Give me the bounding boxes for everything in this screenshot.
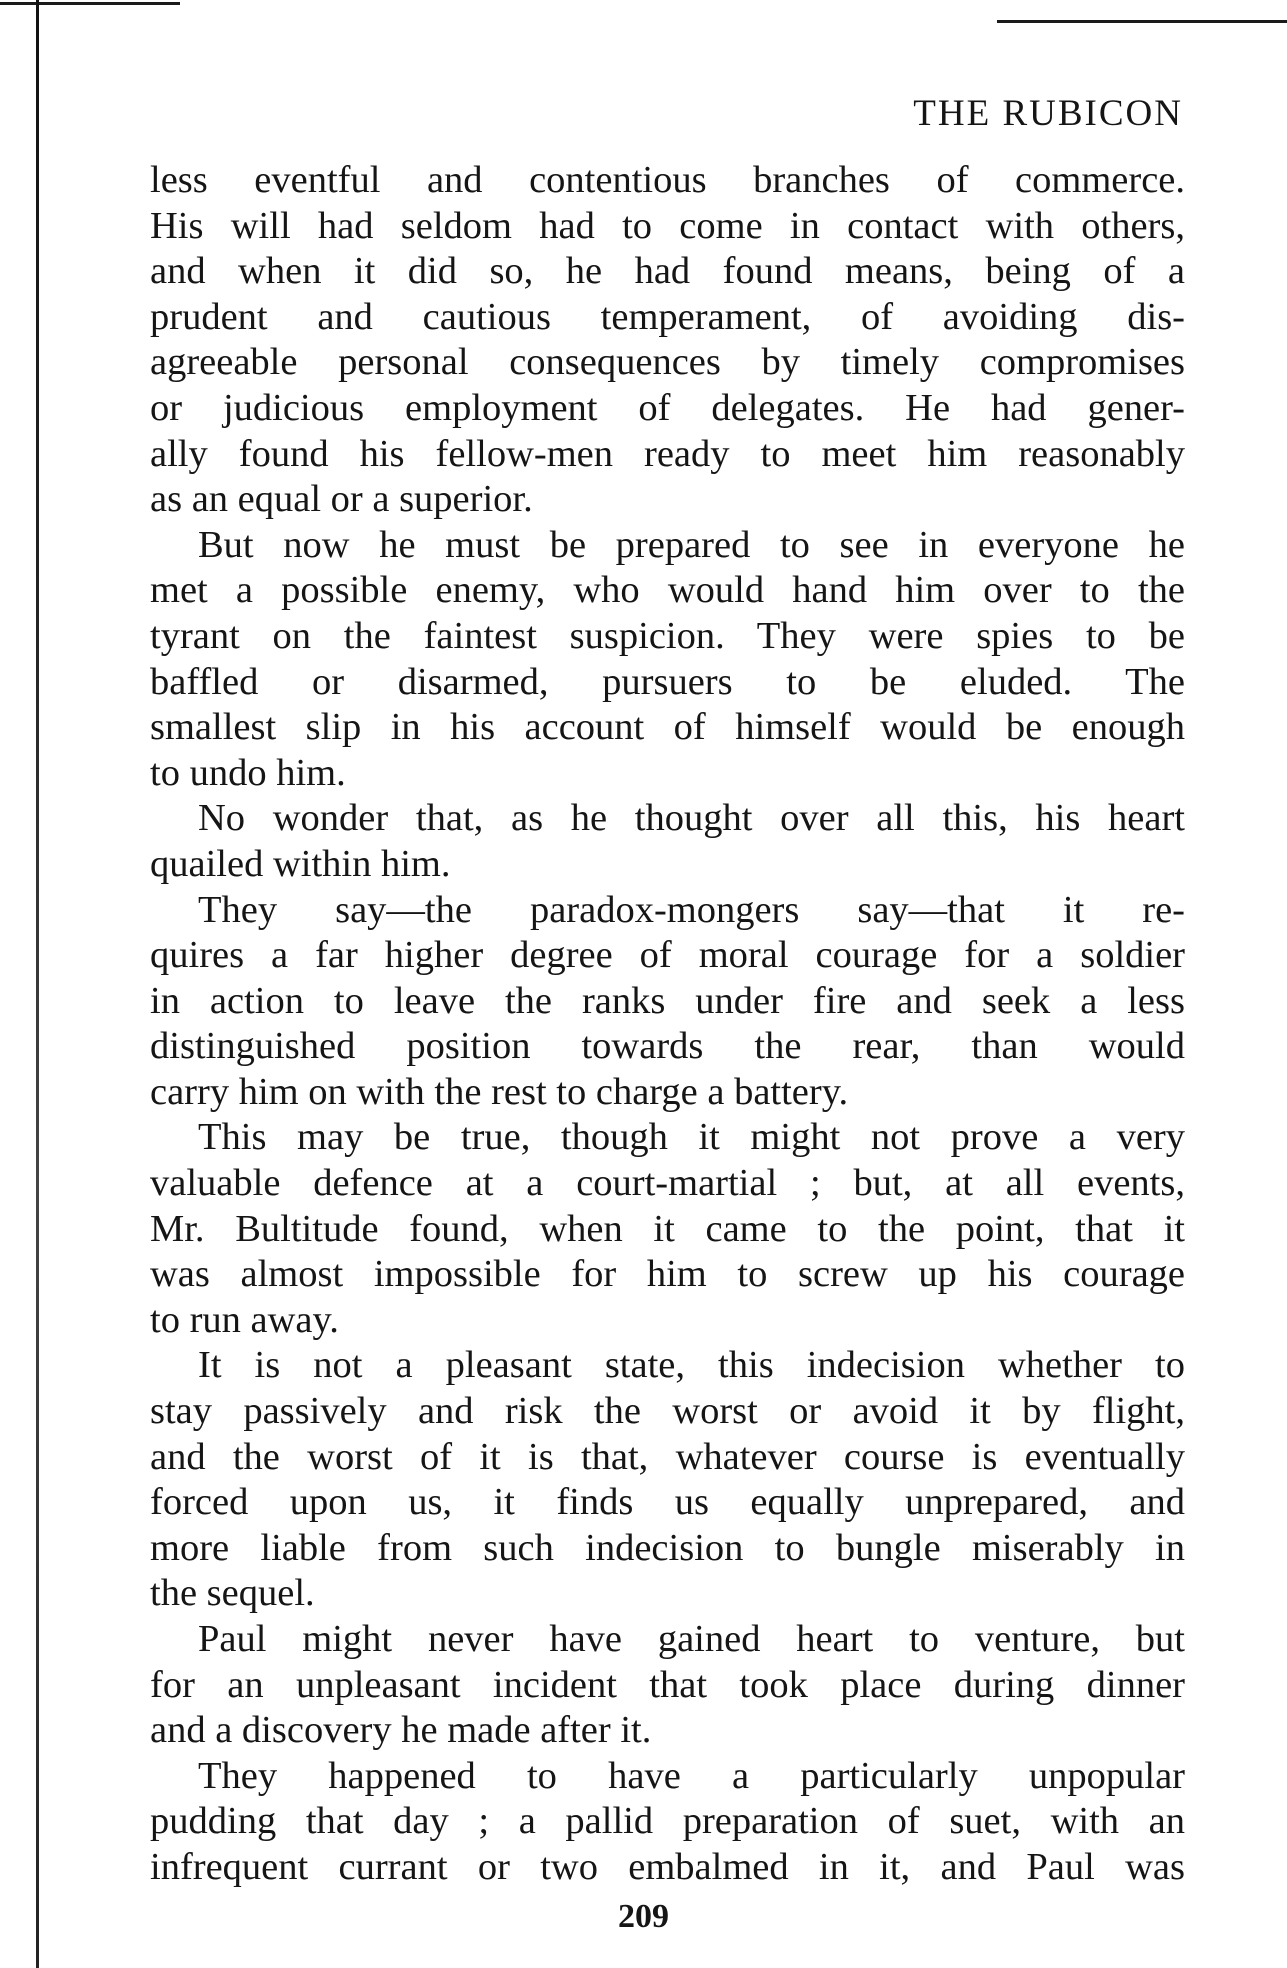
text-line: baffled or disarmed, pursuers to be eluded. The bbox=[150, 660, 1185, 703]
text-line: ally found his fellow-men ready to meet him reasonably bbox=[150, 432, 1185, 475]
text-line: and when it did so, he had found means, being of a bbox=[150, 250, 1185, 293]
text-line: His will had seldom had to come in contact with others, bbox=[150, 204, 1185, 247]
text-line: for an unpleasant incident that took place during dinner bbox=[150, 1663, 1185, 1706]
text-line: and the worst of it is that, whatever course is eventually bbox=[150, 1435, 1185, 1478]
text-line: pudding that day ; a pallid preparation of suet, with an bbox=[150, 1800, 1185, 1843]
text-line: in action to leave the ranks under fire and seek a less bbox=[150, 979, 1185, 1022]
running-head: THE RUBICON bbox=[913, 93, 1183, 134]
paragraph bbox=[150, 1343, 1185, 1617]
text-line: distinguished position towards the rear, than would bbox=[150, 1025, 1185, 1068]
text-line: as an equal or a superior. bbox=[150, 478, 533, 521]
scan-edge-rule-top-left bbox=[0, 2, 180, 5]
text-line: prudent and cautious temperament, of avoiding dis- bbox=[150, 295, 1185, 338]
text-line: This may be true, though it might not prove a very bbox=[198, 1116, 1185, 1159]
text-line: quailed within him. bbox=[150, 842, 451, 885]
text-line: quires a far higher degree of moral courage for a soldier bbox=[150, 934, 1185, 977]
text-line: agreeable personal consequences by timely compromises bbox=[150, 341, 1185, 384]
paragraph bbox=[150, 523, 1185, 797]
text-line: to undo him. bbox=[150, 751, 346, 794]
text-line: stay passively and risk the worst or avoid it by flight, bbox=[150, 1390, 1185, 1433]
text-line: Mr. Bultitude found, when it came to the point, that it bbox=[150, 1207, 1185, 1250]
scan-edge-rule-top-right bbox=[997, 20, 1287, 23]
paragraph bbox=[150, 796, 1185, 887]
text-line: carry him on with the rest to charge a battery. bbox=[150, 1070, 849, 1113]
body-text bbox=[150, 158, 1185, 1891]
text-line: It is not a pleasant state, this indecision whether to bbox=[198, 1344, 1185, 1387]
text-line: tyrant on the faintest suspicion. They were spies to be bbox=[150, 614, 1185, 657]
text-line: infrequent currant or two embalmed in it, and Paul was bbox=[150, 1845, 1185, 1888]
text-line: They say—the paradox-mongers say—that it re- bbox=[198, 888, 1185, 931]
paragraph bbox=[150, 1617, 1185, 1754]
page-number: 209 bbox=[618, 1898, 669, 1935]
paragraph bbox=[150, 1754, 1185, 1891]
text-line: Paul might never have gained heart to venture, but bbox=[198, 1618, 1185, 1660]
text-line: and a discovery he made after it. bbox=[150, 1709, 652, 1752]
text-line: But now he must be prepared to see in everyone he bbox=[198, 523, 1185, 566]
text-line: to run away. bbox=[150, 1298, 339, 1341]
paragraph bbox=[150, 888, 1185, 1116]
text-line: or judicious employment of delegates. He had gener- bbox=[150, 386, 1185, 429]
text-line: smallest slip in his account of himself would be enough bbox=[150, 706, 1185, 749]
text-line: was almost impossible for him to screw up his courage bbox=[150, 1253, 1185, 1296]
text-line: the sequel. bbox=[150, 1572, 315, 1615]
paragraph bbox=[150, 1115, 1185, 1343]
text-line: less eventful and contentious branches of commerce. bbox=[150, 159, 1185, 201]
text-line: No wonder that, as he thought over all this, his heart bbox=[198, 797, 1185, 840]
text-line: forced upon us, it finds us equally unprepared, and bbox=[150, 1481, 1185, 1524]
text-line: They happened to have a particularly unpopular bbox=[198, 1754, 1185, 1797]
text-line: more liable from such indecision to bungle miserably in bbox=[150, 1526, 1185, 1569]
text-line: valuable defence at a court-martial ; but, at all events, bbox=[150, 1162, 1185, 1205]
text-line: met a possible enemy, who would hand him over to the bbox=[150, 569, 1185, 612]
scan-edge-rule-left bbox=[36, 0, 39, 1968]
paragraph bbox=[150, 158, 1185, 523]
